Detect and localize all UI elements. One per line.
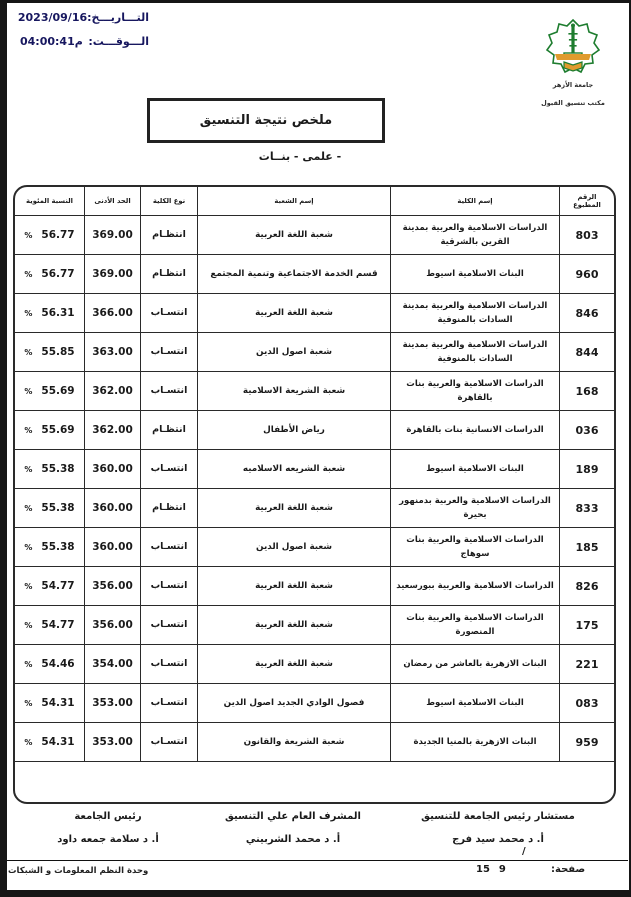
footer-divider <box>0 860 628 861</box>
cell-type: انتسـاب <box>140 683 197 722</box>
percent-sign: % <box>24 542 33 552</box>
cell-percentage <box>15 254 84 293</box>
cell-college-name: الدراسات الانسانية بنات بالقاهرة <box>390 410 559 449</box>
cell-college-name: الدراسات الاسلامية والعربية بمدينة القرين بالشرقية <box>390 215 559 254</box>
percent-sign: % <box>24 581 33 591</box>
cell-type: انتظـام <box>140 410 197 449</box>
percentage-value: 54.46 <box>41 658 75 670</box>
cell-type: انتسـاب <box>140 293 197 332</box>
page-frame-left <box>0 0 7 897</box>
cell-type: انتسـاب <box>140 332 197 371</box>
cell-percentage <box>15 683 84 722</box>
page-total: 15 <box>476 864 490 875</box>
percentage-value: 55.69 <box>41 385 75 397</box>
page-number <box>476 864 506 875</box>
it-unit-label: وحدة النظم المعلومات و الشبكات <box>8 866 149 876</box>
percent-sign: % <box>24 659 33 669</box>
cell-percentage <box>15 215 84 254</box>
page-slash: / <box>522 846 526 857</box>
cell-branch-name: شعبة الشريعه الاسلاميه <box>197 449 390 488</box>
cell-percentage <box>15 527 84 566</box>
cell-minimum: 353.00 <box>84 722 140 761</box>
azhar-university-logo-icon <box>546 18 600 78</box>
date-row <box>17 11 149 24</box>
cell-branch-name: فصول الوادي الجديد اصول الدين <box>197 683 390 722</box>
percentage-value: 55.69 <box>41 424 75 436</box>
cell-code: 959 <box>559 722 614 761</box>
cell-branch-name: شعبة الشريعة الاسلامية <box>197 371 390 410</box>
cell-percentage <box>15 332 84 371</box>
table-empty-area <box>15 761 614 802</box>
cell-branch-name: شعبة اصول الدين <box>197 332 390 371</box>
cell-branch-name: شعبة اللغة العربية <box>197 566 390 605</box>
cell-percentage <box>15 371 84 410</box>
cell-college-name: الدراسات الاسلامية والعربية بنات بالقاهرة <box>390 371 559 410</box>
percent-sign: % <box>24 347 33 357</box>
column-header-percentage: النسبة المئوية <box>26 197 73 205</box>
signature-title: رئيس الجامعة <box>74 811 142 822</box>
cell-percentage <box>15 722 84 761</box>
cell-code: 826 <box>559 566 614 605</box>
cell-minimum: 356.00 <box>84 566 140 605</box>
cell-percentage <box>15 644 84 683</box>
cell-code: 036 <box>559 410 614 449</box>
cell-college-name: الدراسات الاسلامية والعربية بنات المنصورة <box>390 605 559 644</box>
percentage-value: 55.38 <box>41 502 75 514</box>
column-header-minimum: الحد الأدنى <box>84 187 140 215</box>
university-name: جامعة الأزهر <box>552 81 594 89</box>
cell-branch-name: شعبة الشريعة والقانون <box>197 722 390 761</box>
cell-code: 175 <box>559 605 614 644</box>
page-frame-top <box>0 0 631 3</box>
percentage-value: 55.85 <box>41 346 75 358</box>
page-frame-bottom <box>0 890 631 897</box>
cell-percentage <box>15 488 84 527</box>
cell-type: انتسـاب <box>140 566 197 605</box>
cell-code: 185 <box>559 527 614 566</box>
percent-sign: % <box>24 698 33 708</box>
page-current: 9 <box>498 864 506 875</box>
cell-branch-name: رياض الأطفال <box>197 410 390 449</box>
cell-type: انتظـام <box>140 254 197 293</box>
cell-type: انتسـاب <box>140 371 197 410</box>
percent-sign: % <box>24 230 33 240</box>
cell-code: 846 <box>559 293 614 332</box>
cell-branch-name: شعبة اللغة العربية <box>197 644 390 683</box>
cell-code: 221 <box>559 644 614 683</box>
cell-college-name: البنات الازهرية بالعاشر من رمضان <box>390 644 559 683</box>
cell-branch-name: شعبة اللغة العربية <box>197 488 390 527</box>
cell-minimum: 366.00 <box>84 293 140 332</box>
report-title-box <box>147 98 385 143</box>
percentage-value: 55.38 <box>41 463 75 475</box>
cell-minimum: 353.00 <box>84 683 140 722</box>
cell-code: 844 <box>559 332 614 371</box>
percent-sign: % <box>24 386 33 396</box>
percentage-value: 56.77 <box>41 229 75 241</box>
cell-code: 833 <box>559 488 614 527</box>
cell-minimum: 369.00 <box>84 254 140 293</box>
cell-branch-name: شعبة اللغة العربية <box>197 215 390 254</box>
cell-branch-name: شعبة اللغة العربية <box>197 293 390 332</box>
cell-type: انتسـاب <box>140 644 197 683</box>
cell-code: 083 <box>559 683 614 722</box>
percentage-value: 56.31 <box>41 307 75 319</box>
cell-college-name: الدراسات الاسلامية والعربية بمدينة السادات بالمنوفية <box>390 332 559 371</box>
results-table <box>13 185 616 804</box>
cell-code: 803 <box>559 215 614 254</box>
section-subtitle: - علمى - بنــات <box>258 150 342 163</box>
percent-sign: % <box>24 737 33 747</box>
cell-minimum: 360.00 <box>84 527 140 566</box>
percent-sign: % <box>24 308 33 318</box>
percentage-value: 56.77 <box>41 268 75 280</box>
cell-branch-name: شعبة اصول الدين <box>197 527 390 566</box>
cell-code: 189 <box>559 449 614 488</box>
column-header-branch-name: إسم الشعبة <box>197 187 390 215</box>
signature-name: أ. د محمد سيد فرج <box>452 834 544 845</box>
date-value: 2023/09/16 <box>17 11 88 24</box>
time-label: الـــوقـــت: <box>88 35 149 48</box>
time-row <box>20 35 149 48</box>
cell-college-name: الدراسات الاسلامية والعربية بنات سوهاج <box>390 527 559 566</box>
percent-sign: % <box>24 503 33 513</box>
cell-code: 960 <box>559 254 614 293</box>
signature-title: المشرف العام علي التنسيق <box>225 811 361 822</box>
signature-coordination-advisor <box>408 811 588 845</box>
cell-minimum: 369.00 <box>84 215 140 254</box>
cell-type: انتسـاب <box>140 722 197 761</box>
cell-percentage <box>15 449 84 488</box>
cell-minimum: 362.00 <box>84 410 140 449</box>
column-header-type: نوع الكلية <box>140 187 197 215</box>
page-label: صفحة: <box>551 864 586 875</box>
percentage-value: 55.38 <box>41 541 75 553</box>
percentage-value: 54.31 <box>41 697 75 709</box>
cell-college-name: البنات الازهرية بالمنيا الجديدة <box>390 722 559 761</box>
column-header-college-name: إسم الكلية <box>390 187 559 215</box>
percent-sign: % <box>24 620 33 630</box>
cell-college-name: الدراسات الاسلامية والعربية بدمنهور بحيرة <box>390 488 559 527</box>
column-header-code: الرقم المطبوع <box>559 187 614 215</box>
percentage-value: 54.77 <box>41 580 75 592</box>
cell-code: 168 <box>559 371 614 410</box>
cell-branch-name: قسم الخدمة الاجتماعية وتنمية المجتمع <box>197 254 390 293</box>
date-label: التـــاريـــخ: <box>87 11 149 24</box>
cell-percentage <box>15 293 84 332</box>
cell-minimum: 362.00 <box>84 371 140 410</box>
signature-title: مستشار رئيس الجامعة للتنسيق <box>421 811 575 822</box>
cell-minimum: 360.00 <box>84 488 140 527</box>
signature-name: أ. د محمد الشربيني <box>245 834 341 845</box>
cell-college-name: الدراسات الاسلامية والعربية ببورسعيد <box>390 566 559 605</box>
cell-percentage <box>15 566 84 605</box>
cell-college-name: البنات الاسلامية اسيوط <box>390 254 559 293</box>
cell-branch-name: شعبة اللغة العربية <box>197 605 390 644</box>
cell-college-name: الدراسات الاسلامية والعربية بمدينة السادات بالمنوفية <box>390 293 559 332</box>
signature-general-supervisor <box>213 811 373 845</box>
signature-university-president <box>28 811 188 845</box>
cell-college-name: البنات الاسلامية اسيوط <box>390 683 559 722</box>
percent-sign: % <box>24 425 33 435</box>
cell-type: انتسـاب <box>140 449 197 488</box>
cell-percentage <box>15 410 84 449</box>
cell-minimum: 360.00 <box>84 449 140 488</box>
cell-minimum: 363.00 <box>84 332 140 371</box>
cell-type: انتسـاب <box>140 605 197 644</box>
office-name: مكتب تنسيق القبول <box>541 99 605 107</box>
percentage-value: 54.31 <box>41 736 75 748</box>
time-value: 04:00:41م <box>20 35 83 48</box>
cell-minimum: 354.00 <box>84 644 140 683</box>
report-title: ملخص نتيجة التنسيق <box>199 113 333 128</box>
cell-type: انتسـاب <box>140 527 197 566</box>
cell-minimum: 356.00 <box>84 605 140 644</box>
percent-sign: % <box>24 269 33 279</box>
percent-sign: % <box>24 464 33 474</box>
signature-name: أ. د سلامة جمعه داود <box>57 834 159 845</box>
cell-college-name: البنات الاسلامية اسيوط <box>390 449 559 488</box>
percentage-value: 54.77 <box>41 619 75 631</box>
cell-type: انتظـام <box>140 215 197 254</box>
cell-type: انتظـام <box>140 488 197 527</box>
cell-percentage <box>15 605 84 644</box>
